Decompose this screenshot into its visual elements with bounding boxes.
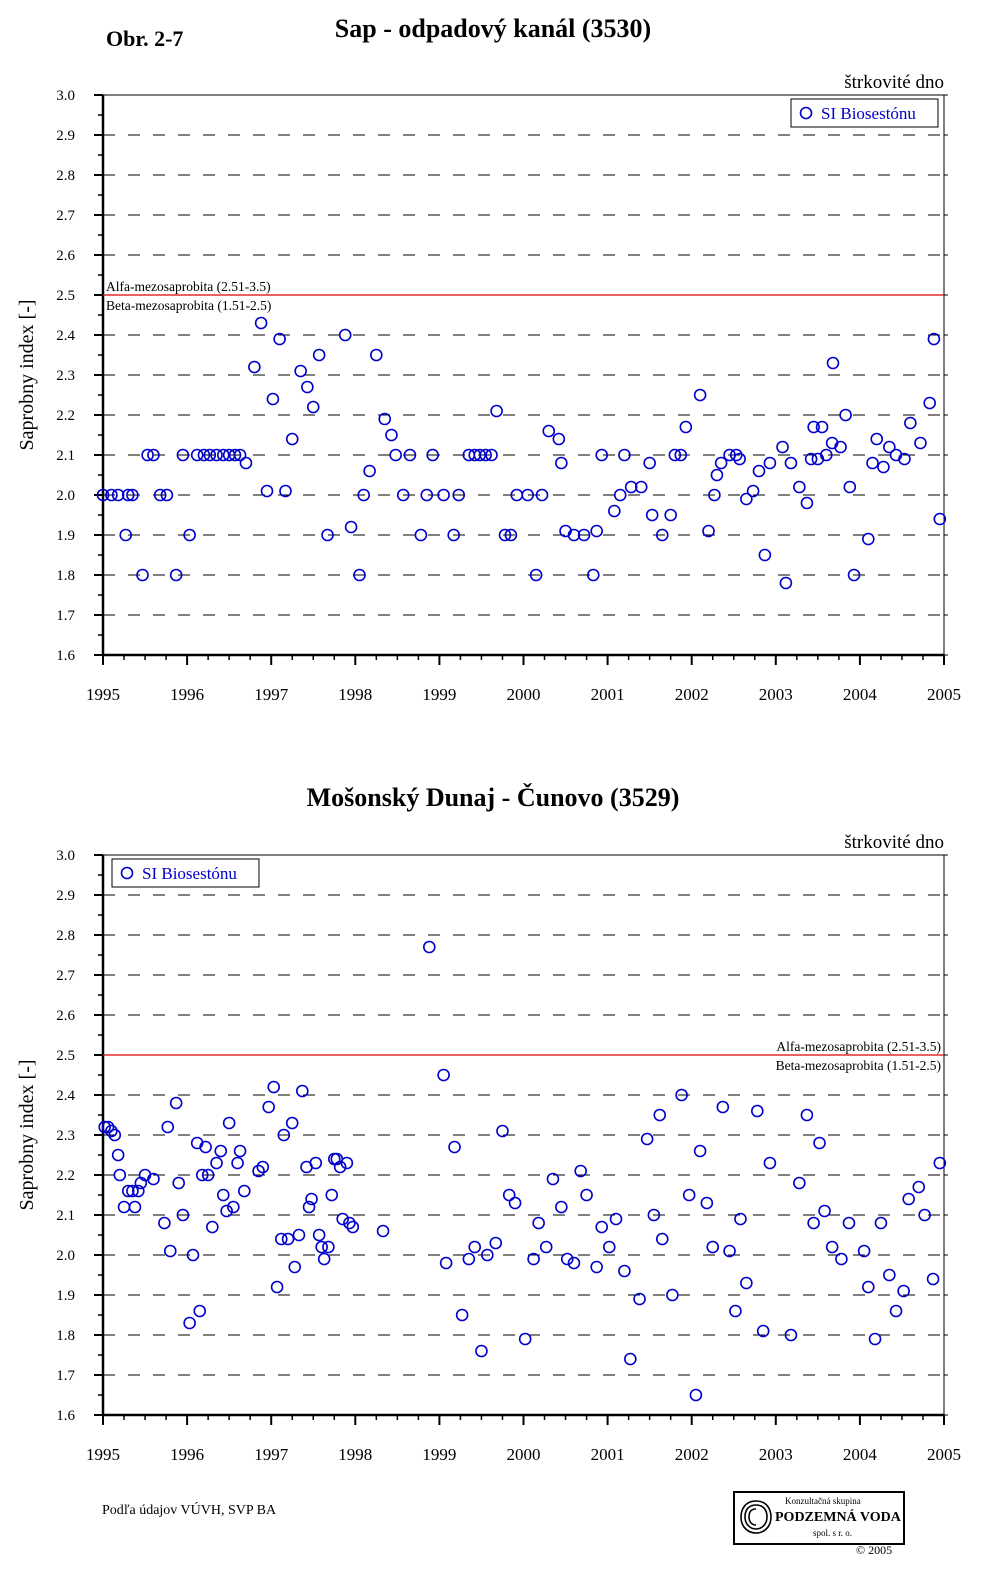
x-tick-label: 2001 <box>590 685 625 704</box>
data-point <box>308 402 319 413</box>
data-point <box>819 1206 830 1217</box>
x-tick-label: 1996 <box>170 685 205 704</box>
data-point <box>684 1190 695 1201</box>
data-point <box>194 1306 205 1317</box>
x-tick-label: 2002 <box>674 1445 709 1464</box>
data-point <box>386 430 397 441</box>
data-point <box>915 438 926 449</box>
y-tick-label: 2.9 <box>56 888 75 904</box>
x-tick-label: 2003 <box>758 685 793 704</box>
data-point <box>438 1070 449 1081</box>
data-point <box>497 1126 508 1137</box>
data-point <box>340 330 351 341</box>
x-tick-label: 1995 <box>86 1445 120 1464</box>
data-point <box>378 1226 389 1237</box>
data-point <box>891 1306 902 1317</box>
data-point <box>469 1242 480 1253</box>
data-point <box>604 1242 615 1253</box>
data-point <box>215 1146 226 1157</box>
data-point <box>314 350 325 361</box>
data-point <box>814 1138 825 1149</box>
y-axis-label: Saprobny index [-] <box>16 1059 38 1211</box>
corner-note: štrkovité dno <box>844 832 944 853</box>
data-point <box>232 1158 243 1169</box>
y-tick-label: 2.6 <box>56 1008 75 1024</box>
y-tick-label: 2.3 <box>56 1128 75 1144</box>
data-point <box>717 1102 728 1113</box>
data-point <box>261 486 272 497</box>
data-point <box>256 318 267 329</box>
x-tick-label: 2000 <box>506 1445 541 1464</box>
y-tick-label: 2.9 <box>56 128 75 144</box>
data-point <box>224 1118 235 1129</box>
x-tick-label: 2004 <box>842 1445 877 1464</box>
data-point <box>843 1218 854 1229</box>
data-point <box>371 350 382 361</box>
data-point <box>591 526 602 537</box>
data-point <box>184 1318 195 1329</box>
data-point <box>777 442 788 453</box>
y-tick-label: 2.5 <box>56 1048 75 1064</box>
data-point <box>764 1158 775 1169</box>
y-tick-label: 2.4 <box>56 328 75 344</box>
data-point <box>272 1282 283 1293</box>
data-point <box>207 1222 218 1233</box>
data-point <box>913 1182 924 1193</box>
data-point <box>780 578 791 589</box>
y-tick-label: 2.1 <box>56 448 75 464</box>
data-point <box>695 1146 706 1157</box>
data-point <box>905 418 916 429</box>
data-point <box>827 358 838 369</box>
data-point <box>263 1102 274 1113</box>
y-tick-label: 3.0 <box>56 848 75 864</box>
copyright: © 2005 <box>856 1543 893 1557</box>
data-point <box>794 1178 805 1189</box>
y-tick-label: 1.7 <box>56 608 75 624</box>
data-point <box>591 1262 602 1273</box>
data-point <box>165 1246 176 1257</box>
y-tick-label: 2.7 <box>56 968 75 984</box>
data-point <box>611 1214 622 1225</box>
data-point <box>785 458 796 469</box>
data-point <box>657 1234 668 1245</box>
data-point <box>310 1158 321 1169</box>
logo-line-2: PODZEMNÁ VODA <box>775 1510 901 1525</box>
data-point <box>520 1334 531 1345</box>
data-point <box>267 394 278 405</box>
data-point <box>314 1230 325 1241</box>
y-tick-label: 1.8 <box>56 1328 75 1344</box>
data-point <box>283 1234 294 1245</box>
logo-line-1: Konzultačná skupina <box>785 1496 861 1506</box>
x-tick-label: 2002 <box>674 685 709 704</box>
data-point <box>690 1390 701 1401</box>
data-point <box>647 510 658 521</box>
threshold-label-above: Alfa-mezosaprobita (2.51-3.5) <box>106 279 271 294</box>
data-point <box>642 1134 653 1145</box>
x-tick-label: 1997 <box>254 1445 289 1464</box>
data-point <box>817 422 828 433</box>
y-axis-label: Saprobny index [-] <box>16 299 38 451</box>
source-note: Podľa údajov VÚVH, SVP BA <box>102 1503 277 1518</box>
y-tick-label: 2.2 <box>56 408 75 424</box>
data-point <box>836 1254 847 1265</box>
y-tick-label: 1.7 <box>56 1368 75 1384</box>
data-point <box>415 530 426 541</box>
x-tick-label: 2000 <box>506 685 541 704</box>
data-point <box>302 382 313 393</box>
chart-1-title: Sap - odpadový kanál (3530) <box>334 14 652 43</box>
data-point <box>808 1218 819 1229</box>
corner-note: štrkovité dno <box>844 72 944 93</box>
chart-2-title: Mošonský Dunaj - Čunovo (3529) <box>306 783 680 812</box>
data-point <box>844 482 855 493</box>
y-tick-label: 1.6 <box>56 648 75 664</box>
data-point <box>424 942 435 953</box>
x-tick-label: 2004 <box>842 685 877 704</box>
data-point <box>752 1106 763 1117</box>
legend-label: SI Biosestónu <box>821 104 916 123</box>
legend-label: SI Biosestónu <box>142 864 237 883</box>
data-point <box>553 434 564 445</box>
data-point <box>287 434 298 445</box>
x-tick-label: 2005 <box>927 685 961 704</box>
data-point <box>293 1230 304 1241</box>
data-point <box>840 410 851 421</box>
data-point <box>801 498 812 509</box>
x-tick-label: 1999 <box>422 1445 457 1464</box>
data-point <box>319 1254 330 1265</box>
data-point <box>556 458 567 469</box>
threshold-label-below: Beta-mezosaprobita (1.51-2.5) <box>775 1058 941 1073</box>
data-point <box>801 1110 812 1121</box>
data-point <box>326 1190 337 1201</box>
data-point <box>644 458 655 469</box>
y-tick-label: 2.1 <box>56 1208 75 1224</box>
data-point <box>239 1186 250 1197</box>
data-point <box>543 426 554 437</box>
data-point <box>211 1158 222 1169</box>
y-tick-label: 2.6 <box>56 248 75 264</box>
logo-swirl-icon <box>738 1497 774 1537</box>
data-point <box>329 1154 340 1165</box>
x-tick-label: 1996 <box>170 1445 205 1464</box>
data-point <box>541 1242 552 1253</box>
data-point <box>490 1238 501 1249</box>
y-tick-label: 1.9 <box>56 528 75 544</box>
data-point <box>596 1222 607 1233</box>
y-tick-label: 2.0 <box>56 488 75 504</box>
x-tick-label: 1997 <box>254 685 289 704</box>
x-tick-label: 1998 <box>338 1445 373 1464</box>
data-point <box>695 390 706 401</box>
y-tick-label: 2.3 <box>56 368 75 384</box>
data-point <box>741 1278 752 1289</box>
data-point <box>707 1242 718 1253</box>
data-point <box>457 1310 468 1321</box>
data-point <box>759 550 770 561</box>
data-point <box>581 1190 592 1201</box>
y-tick-label: 2.7 <box>56 208 75 224</box>
data-point <box>235 1146 246 1157</box>
y-tick-label: 2.2 <box>56 1168 75 1184</box>
data-point <box>171 1098 182 1109</box>
data-point <box>119 1202 130 1213</box>
data-point <box>654 1110 665 1121</box>
data-point <box>441 1258 452 1269</box>
data-point <box>491 406 502 417</box>
x-tick-label: 2001 <box>590 1445 625 1464</box>
data-point <box>753 466 764 477</box>
data-point <box>903 1194 914 1205</box>
data-point <box>701 1198 712 1209</box>
x-tick-label: 2005 <box>927 1445 961 1464</box>
data-point <box>240 458 251 469</box>
data-point <box>556 1202 567 1213</box>
data-point <box>295 366 306 377</box>
data-point <box>609 506 620 517</box>
data-point <box>884 1270 895 1281</box>
data-point <box>114 1170 125 1181</box>
data-point <box>794 482 805 493</box>
data-point <box>510 1198 521 1209</box>
data-point <box>297 1086 308 1097</box>
y-tick-label: 1.6 <box>56 1408 75 1424</box>
y-tick-label: 1.8 <box>56 568 75 584</box>
data-point <box>730 1306 741 1317</box>
y-tick-label: 1.9 <box>56 1288 75 1304</box>
data-point <box>287 1118 298 1129</box>
data-point <box>827 1242 838 1253</box>
data-point <box>346 522 357 533</box>
data-point <box>289 1262 300 1273</box>
chart-1-sap-odpadovy-kanal <box>0 60 986 720</box>
data-point <box>504 1190 515 1201</box>
figure-label: Obr. 2-7 <box>106 26 184 51</box>
data-point <box>159 1218 170 1229</box>
data-point <box>113 1150 124 1161</box>
x-tick-label: 1995 <box>86 685 120 704</box>
data-point <box>870 1334 881 1345</box>
data-point <box>667 1290 678 1301</box>
data-point <box>129 1202 140 1213</box>
data-point <box>323 1242 334 1253</box>
data-point <box>449 1142 460 1153</box>
y-tick-label: 2.8 <box>56 928 75 944</box>
data-point <box>268 1082 279 1093</box>
data-point <box>162 1122 173 1133</box>
data-point <box>764 458 775 469</box>
data-point <box>390 450 401 461</box>
data-point <box>615 490 626 501</box>
data-point <box>547 1174 558 1185</box>
data-point <box>680 422 691 433</box>
company-logo <box>733 1491 905 1545</box>
data-point <box>711 470 722 481</box>
y-tick-label: 2.5 <box>56 288 75 304</box>
threshold-label-below: Beta-mezosaprobita (1.51-2.5) <box>106 298 272 313</box>
data-point <box>863 1282 874 1293</box>
data-point <box>875 1218 886 1229</box>
logo-line-3: spol. s r. o. <box>813 1528 853 1538</box>
data-point <box>867 458 878 469</box>
data-point <box>878 462 889 473</box>
data-point <box>863 534 874 545</box>
data-point <box>665 510 676 521</box>
data-point <box>173 1178 184 1189</box>
data-point <box>924 398 935 409</box>
y-tick-label: 2.8 <box>56 168 75 184</box>
threshold-label-above: Alfa-mezosaprobita (2.51-3.5) <box>776 1039 941 1054</box>
data-point <box>735 1214 746 1225</box>
data-point <box>533 1218 544 1229</box>
data-point <box>871 434 882 445</box>
x-tick-label: 1999 <box>422 685 457 704</box>
data-point <box>476 1346 487 1357</box>
y-tick-label: 2.0 <box>56 1248 75 1264</box>
x-tick-label: 1998 <box>338 685 373 704</box>
data-point <box>218 1190 229 1201</box>
data-point <box>463 1254 474 1265</box>
y-tick-label: 3.0 <box>56 88 75 104</box>
y-tick-label: 2.4 <box>56 1088 75 1104</box>
chart-2-mosonsky-dunaj-cunovo <box>0 820 986 1480</box>
data-point <box>625 1354 636 1365</box>
data-point <box>619 1266 630 1277</box>
x-tick-label: 2003 <box>758 1445 793 1464</box>
data-point <box>928 1274 939 1285</box>
data-point <box>364 466 375 477</box>
data-point <box>249 362 260 373</box>
